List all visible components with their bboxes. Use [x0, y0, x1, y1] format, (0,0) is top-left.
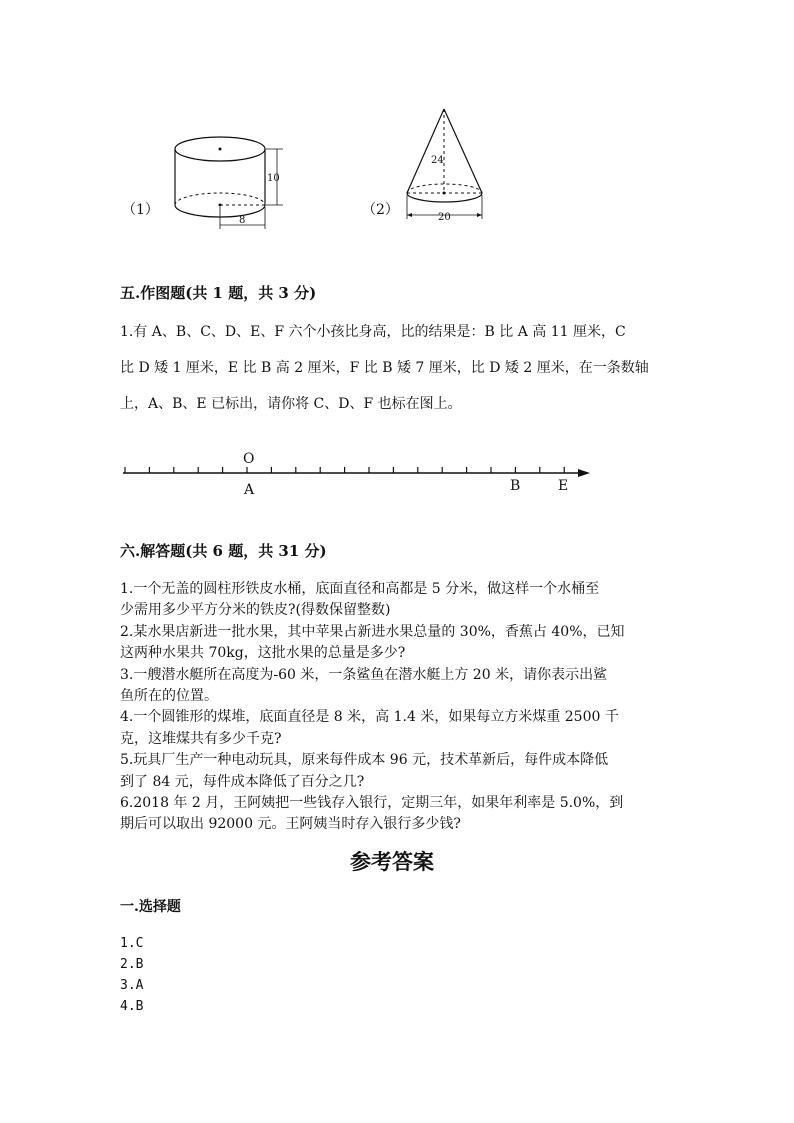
number-line — [115, 445, 600, 500]
section-6-line-12: 期后可以取出 92000 元。王阿姨当时存入银行多少钱? — [120, 816, 461, 833]
figure-2-label: （2） — [362, 202, 399, 218]
cylinder-bottom-back — [175, 193, 265, 205]
number-line-point-a-label: A — [244, 482, 255, 498]
section-5-line-1: 1.有 A、B、C、D、E、F 六个小孩比身高，比的结果是：B 比 A 高 11 厘米，C — [120, 324, 626, 340]
section-6-line-9: 5.玩具厂生产一种电动玩具，原来每件成本 96 元，技术革新后，每件成本降低 — [120, 752, 609, 769]
section-6-line-8: 克，这堆煤共有多少千克? — [120, 730, 282, 747]
cylinder-figure — [165, 125, 295, 235]
cone-left-side — [407, 109, 444, 193]
number-line-point-b-label: B — [510, 478, 521, 494]
answer-item-3: 3.A — [120, 978, 144, 993]
section-6-line-4: 这两种水果共 70kg，这批水果的总量是多少? — [120, 645, 406, 662]
section-6-line-5: 3.一艘潜水艇所在高度为-60 米，一条鲨鱼在潜水艇上方 20 米，请你表示出鲨 — [120, 666, 608, 683]
cone-right-side — [444, 109, 482, 193]
answers-heading: 参考答案 — [350, 849, 434, 874]
answer-item-2: 2.B — [120, 957, 144, 972]
cone-height-label: 24 — [431, 155, 444, 166]
section-6-line-6: 鱼所在的位置。 — [120, 688, 218, 704]
cylinder-height-label: 10 — [267, 173, 280, 184]
number-line-arrow — [578, 469, 590, 477]
figure-1-label: （1） — [122, 202, 159, 218]
number-line-point-e-label: E — [558, 478, 569, 494]
section-6-line-11: 6.2018 年 2 月，王阿姨把一些钱存入银行，定期三年，如果年利率是 5.0%，到 — [120, 795, 624, 811]
number-line-origin-label: O — [243, 451, 255, 467]
section-5-line-3: 上，A、B、E 已标出，请你将 C、D、F 也标在图上。 — [120, 396, 462, 412]
cylinder-radius-label: 8 — [239, 215, 246, 226]
section-6-line-2: 少需用多少平方分米的铁皮?(得数保留整数) — [120, 602, 391, 619]
cone-diameter-label: 20 — [438, 212, 451, 223]
cone-figure — [400, 105, 495, 227]
section-6-title: 六.解答题(共 6 题，共 31 分) — [120, 542, 327, 560]
section-6-line-1: 1.一个无盖的圆柱形铁皮水桶，底面直径和高都是 5 分米，做这样一个水桶至 — [120, 581, 600, 597]
section-6-line-3: 2.某水果店新进一批水果，其中苹果占新进水果总量的 30%，香蕉占 40%，已知 — [120, 623, 625, 640]
section-5-line-2: 比 D 矮 1 厘米，E 比 B 高 2 厘米，F 比 B 矮 7 厘米，比 D 矮 2 厘米，在一条数轴 — [120, 360, 649, 376]
answers-section-1-title: 一.选择题 — [120, 899, 181, 915]
number-line-ticks — [125, 467, 564, 473]
section-6-line-7: 4.一个圆锥形的煤堆，底面直径是 8 米，高 1.4 米，如果每立方米煤重 2500 千 — [120, 709, 619, 726]
answer-item-4: 4.B — [120, 999, 144, 1014]
answer-item-1: 1.C — [120, 936, 144, 951]
section-6-line-10: 到了 84 元，每件成本降低了百分之几? — [120, 773, 365, 790]
section-5-title: 五.作图题(共 1 题，共 3 分) — [120, 284, 317, 302]
